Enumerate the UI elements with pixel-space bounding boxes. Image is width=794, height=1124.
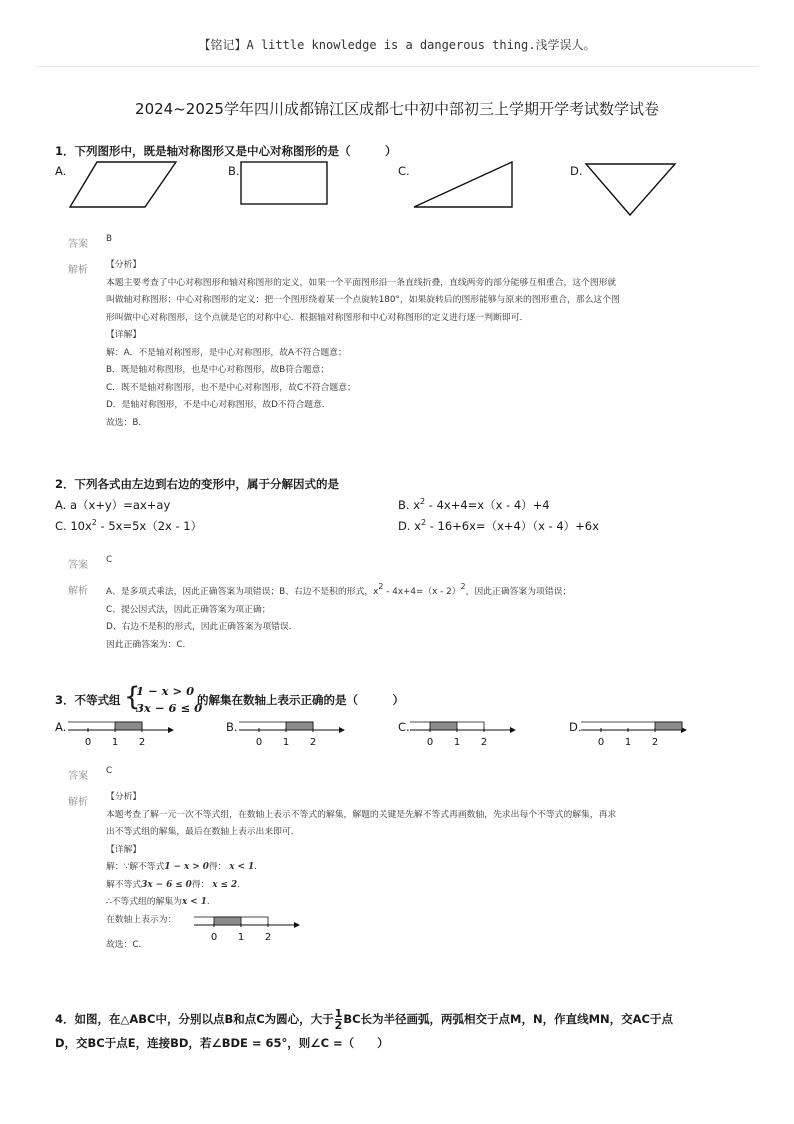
q3-option-d-label: D.	[569, 720, 582, 734]
q3-stem-prefix: 3．不等式组	[55, 693, 121, 707]
q2-answer-value: C	[106, 555, 113, 565]
q3-numberline-d	[577, 712, 693, 748]
q3-analysis-math: x < 1	[181, 897, 207, 907]
q4-stem-text: 4．如图，在△ABC中，分别以点B和点C为圆心，大于	[55, 1012, 334, 1026]
interval-shading	[430, 722, 457, 730]
q3-analysis-math: x ≤ 2	[212, 879, 238, 890]
tick-label: 2	[651, 737, 659, 748]
q3-analysis-line: 本题考查了解一元一次不等式组，在数轴上表示不等式的解集，解题的关键是先解不等式再画数轴，先求出每个不等式的解集，再求	[106, 809, 617, 820]
q1-option-d-label: D.	[570, 164, 583, 178]
q3-analysis-line: 【详解】	[106, 844, 142, 855]
q3-analysis-text: ∴不等式组的解集为	[106, 897, 182, 907]
q1-stem: 1．下列图形中，既是轴对称图形又是中心对称图形的是（ ）	[55, 144, 397, 158]
tick-label: 1	[282, 737, 290, 748]
q4-fraction-numerator: 1	[334, 1007, 343, 1020]
q1-analysis-line: 形叫做中心对称图形，这个点就是它的对称中心．根据轴对称图形和中心对称图形的定义进行逐一判断即可．	[106, 312, 529, 323]
q2-analysis-line: 因此正确答案为：C．	[106, 639, 192, 650]
q2-analysis-line: D、右边不是积的形式，因此正确答案为项错误．	[106, 622, 298, 632]
q1-option-c-label: C.	[398, 164, 410, 178]
q3-analysis-math: 3x − 6 ≤ 0	[141, 879, 192, 890]
q1-analysis-line: C．既不是轴对称图形，也不是中心对称图形，故C不符合题意；	[106, 382, 356, 393]
q1-analysis-line: 本题主要考查了中心对称图形和轴对称图形的定义，如果一个平面图形沿一条直线折叠，直线两旁的部分能够互相重合，这个图形就	[106, 277, 617, 288]
q1-analysis-line: 解：A．不是轴对称图形，是中心对称图形，故A不符合题意；	[106, 347, 347, 358]
interval-shading	[115, 722, 142, 730]
q3-answer-value: C	[106, 766, 113, 776]
tick-label: 1	[453, 737, 461, 748]
tick-label: 0	[210, 932, 218, 943]
q1-figures	[60, 155, 760, 225]
tick-label: 0	[597, 737, 605, 748]
q2-option-d	[398, 518, 599, 534]
q4-stem	[55, 1007, 755, 1055]
q2-option-d-post: - 16+6x=（x+4）（x - 4）+6x	[426, 519, 599, 533]
q3-analysis-text: 在数轴上表示为：	[106, 914, 177, 925]
q4-fraction-denominator: 2	[334, 1019, 343, 1032]
q3-analysis-math: 1 − x > 0	[164, 862, 209, 872]
q3-answer-label: 答案	[68, 771, 88, 782]
interval-shading	[214, 917, 241, 925]
q2-analysis-sup: 2	[378, 582, 384, 591]
q2-option-c-sup: 2	[91, 518, 97, 527]
page-motto: 【铭记】A little knowledge is a dangerous thing.浅学误人。	[198, 38, 596, 52]
q1-right-triangle-figure	[414, 162, 512, 207]
q4-stem-text: BC长为半径画弧，两弧相交于点M，N，作直线MN，交AC于点	[343, 1012, 673, 1026]
q3-numberline-c	[406, 712, 522, 748]
q3-analysis-label: 解析	[68, 797, 88, 808]
axis-arrow	[168, 727, 174, 733]
q3-analysis-math: x < 1	[229, 862, 255, 872]
q1-analysis-line: 【分析】	[106, 260, 142, 270]
interval-shading	[286, 722, 313, 730]
tick-label: 1	[624, 737, 632, 748]
q3-option-b-label: B.	[226, 720, 238, 734]
axis-arrow	[339, 727, 345, 733]
q2-option-d-pre: D. x	[398, 519, 421, 533]
q1-analysis-line: 故选：B．	[106, 417, 148, 428]
q1-rectangle-figure	[241, 162, 327, 204]
tick-label: 2	[264, 932, 272, 943]
q1-analysis-label: 解析	[68, 265, 88, 276]
axis-arrow	[294, 922, 300, 928]
q2-analysis-sup: 2	[460, 582, 466, 591]
q3-solution-numberline	[190, 907, 306, 943]
q3-inequality-1: 1 − x > 0	[136, 684, 195, 698]
tick-label: 2	[138, 737, 146, 748]
q3-analysis-line: 【分析】	[106, 792, 142, 802]
tick-label: 1	[111, 737, 119, 748]
q3-analysis-line: 出不等式组的解集，最后在数轴上表示出来即可．	[106, 827, 300, 837]
q3-numberline-a	[64, 712, 180, 748]
q2-analysis-text: A、是多项式乘法，因此正确答案为项错误；B、右边不是积的形式，x	[106, 587, 379, 597]
interval-shading	[655, 722, 682, 730]
q2-stem: 2．下列各式由左边到右边的变形中，属于分解因式的是	[55, 477, 339, 491]
q2-option-b	[398, 497, 550, 513]
q1-answer-label: 答案	[68, 239, 88, 250]
header-divider	[36, 66, 758, 67]
q3-analysis-line: 解不等式3x − 6 ≤ 0得： x ≤ 2.	[106, 879, 240, 890]
tick-label: 2	[480, 737, 488, 748]
q1-analysis	[106, 257, 746, 432]
q4-fraction	[335, 1008, 343, 1031]
q3-analysis-text: 得：	[208, 862, 227, 872]
q1-parallelogram-figure	[70, 162, 176, 207]
q3-analysis-text: 解：∵解不等式	[106, 862, 165, 872]
q2-analysis-text: ，因此正确答案为项错误；	[465, 587, 572, 597]
q2-analysis-text: - 4x+4=（x - 2）	[383, 587, 461, 597]
q1-analysis-line: B．既是轴对称图形，也是中心对称图形，故B符合题意；	[106, 365, 330, 375]
q2-analysis	[106, 578, 746, 654]
q2-option-b-pre: B. x	[398, 498, 421, 512]
q2-option-c	[55, 518, 202, 534]
q1-analysis-line: 叫做轴对称图形；中心对称图形的定义：把一个图形绕着某一个点旋转180°，如果旋转后的图形能够与原来的图形重合，那么这个图	[106, 295, 620, 305]
q2-analysis-label: 解析	[68, 586, 88, 597]
tick-label: 0	[255, 737, 263, 748]
q3-analysis-line: 解：∵解不等式1 − x > 0得： x < 1.	[106, 862, 257, 872]
q1-option-a-label: A.	[55, 164, 67, 178]
q1-option-b-label: B.	[228, 164, 240, 178]
q1-answer-value: B	[106, 234, 113, 244]
q3-option-c-label: C.	[398, 720, 410, 734]
q1-analysis-line: D．是轴对称图形，不是中心对称图形，故D不符合题意．	[106, 400, 331, 410]
axis-arrow	[510, 727, 516, 733]
q1-inverted-triangle-figure	[586, 164, 675, 215]
q2-analysis-line	[106, 578, 746, 602]
tick-label: 1	[237, 932, 245, 943]
q2-option-c-pre: C. 10x	[55, 519, 92, 533]
q2-option-d-sup: 2	[420, 518, 427, 527]
q2-option-c-post: - 5x=5x（2x - 1）	[96, 519, 203, 533]
q2-answer-label: 答案	[68, 560, 88, 571]
q3-system-brace: {	[124, 682, 141, 712]
q3-analysis-text: 解不等式	[106, 879, 142, 890]
q1-analysis-line: 【详解】	[106, 330, 142, 340]
q3-stem-suffix: 的解集在数轴上表示正确的是（ ）	[197, 693, 404, 707]
tick-label: 2	[309, 737, 317, 748]
q3-analysis-line: ∴不等式组的解集为x < 1.	[106, 897, 210, 907]
q2-option-b-post: - 4x+4=x（x - 4）+4	[425, 498, 550, 512]
q4-stem-line-1	[55, 1007, 755, 1031]
q2-option-b-sup: 2	[420, 497, 426, 506]
q2-option-a: A. a（x+y）=ax+ay	[55, 498, 171, 512]
tick-label: 0	[426, 737, 434, 748]
q3-analysis-text: 得：	[191, 879, 210, 890]
q2-analysis-line: C、提公因式法，因此正确答案为项正确；	[106, 604, 271, 615]
tick-label: 0	[84, 737, 92, 748]
q3-numberline-b	[235, 712, 351, 748]
q3-analysis-line: 故选：C．	[106, 939, 148, 950]
q3-inequality-2: 3x − 6 ≤ 0	[136, 701, 203, 715]
q3-option-a-label: A.	[55, 720, 67, 734]
page-title: 2024~2025学年四川成都锦江区成都七中初中部初三上学期开学考试数学试卷	[135, 100, 659, 118]
q4-stem-line-2: D，交BC于点E，连接BD，若∠BDE = 65°，则∠C =（ ）	[55, 1036, 389, 1050]
